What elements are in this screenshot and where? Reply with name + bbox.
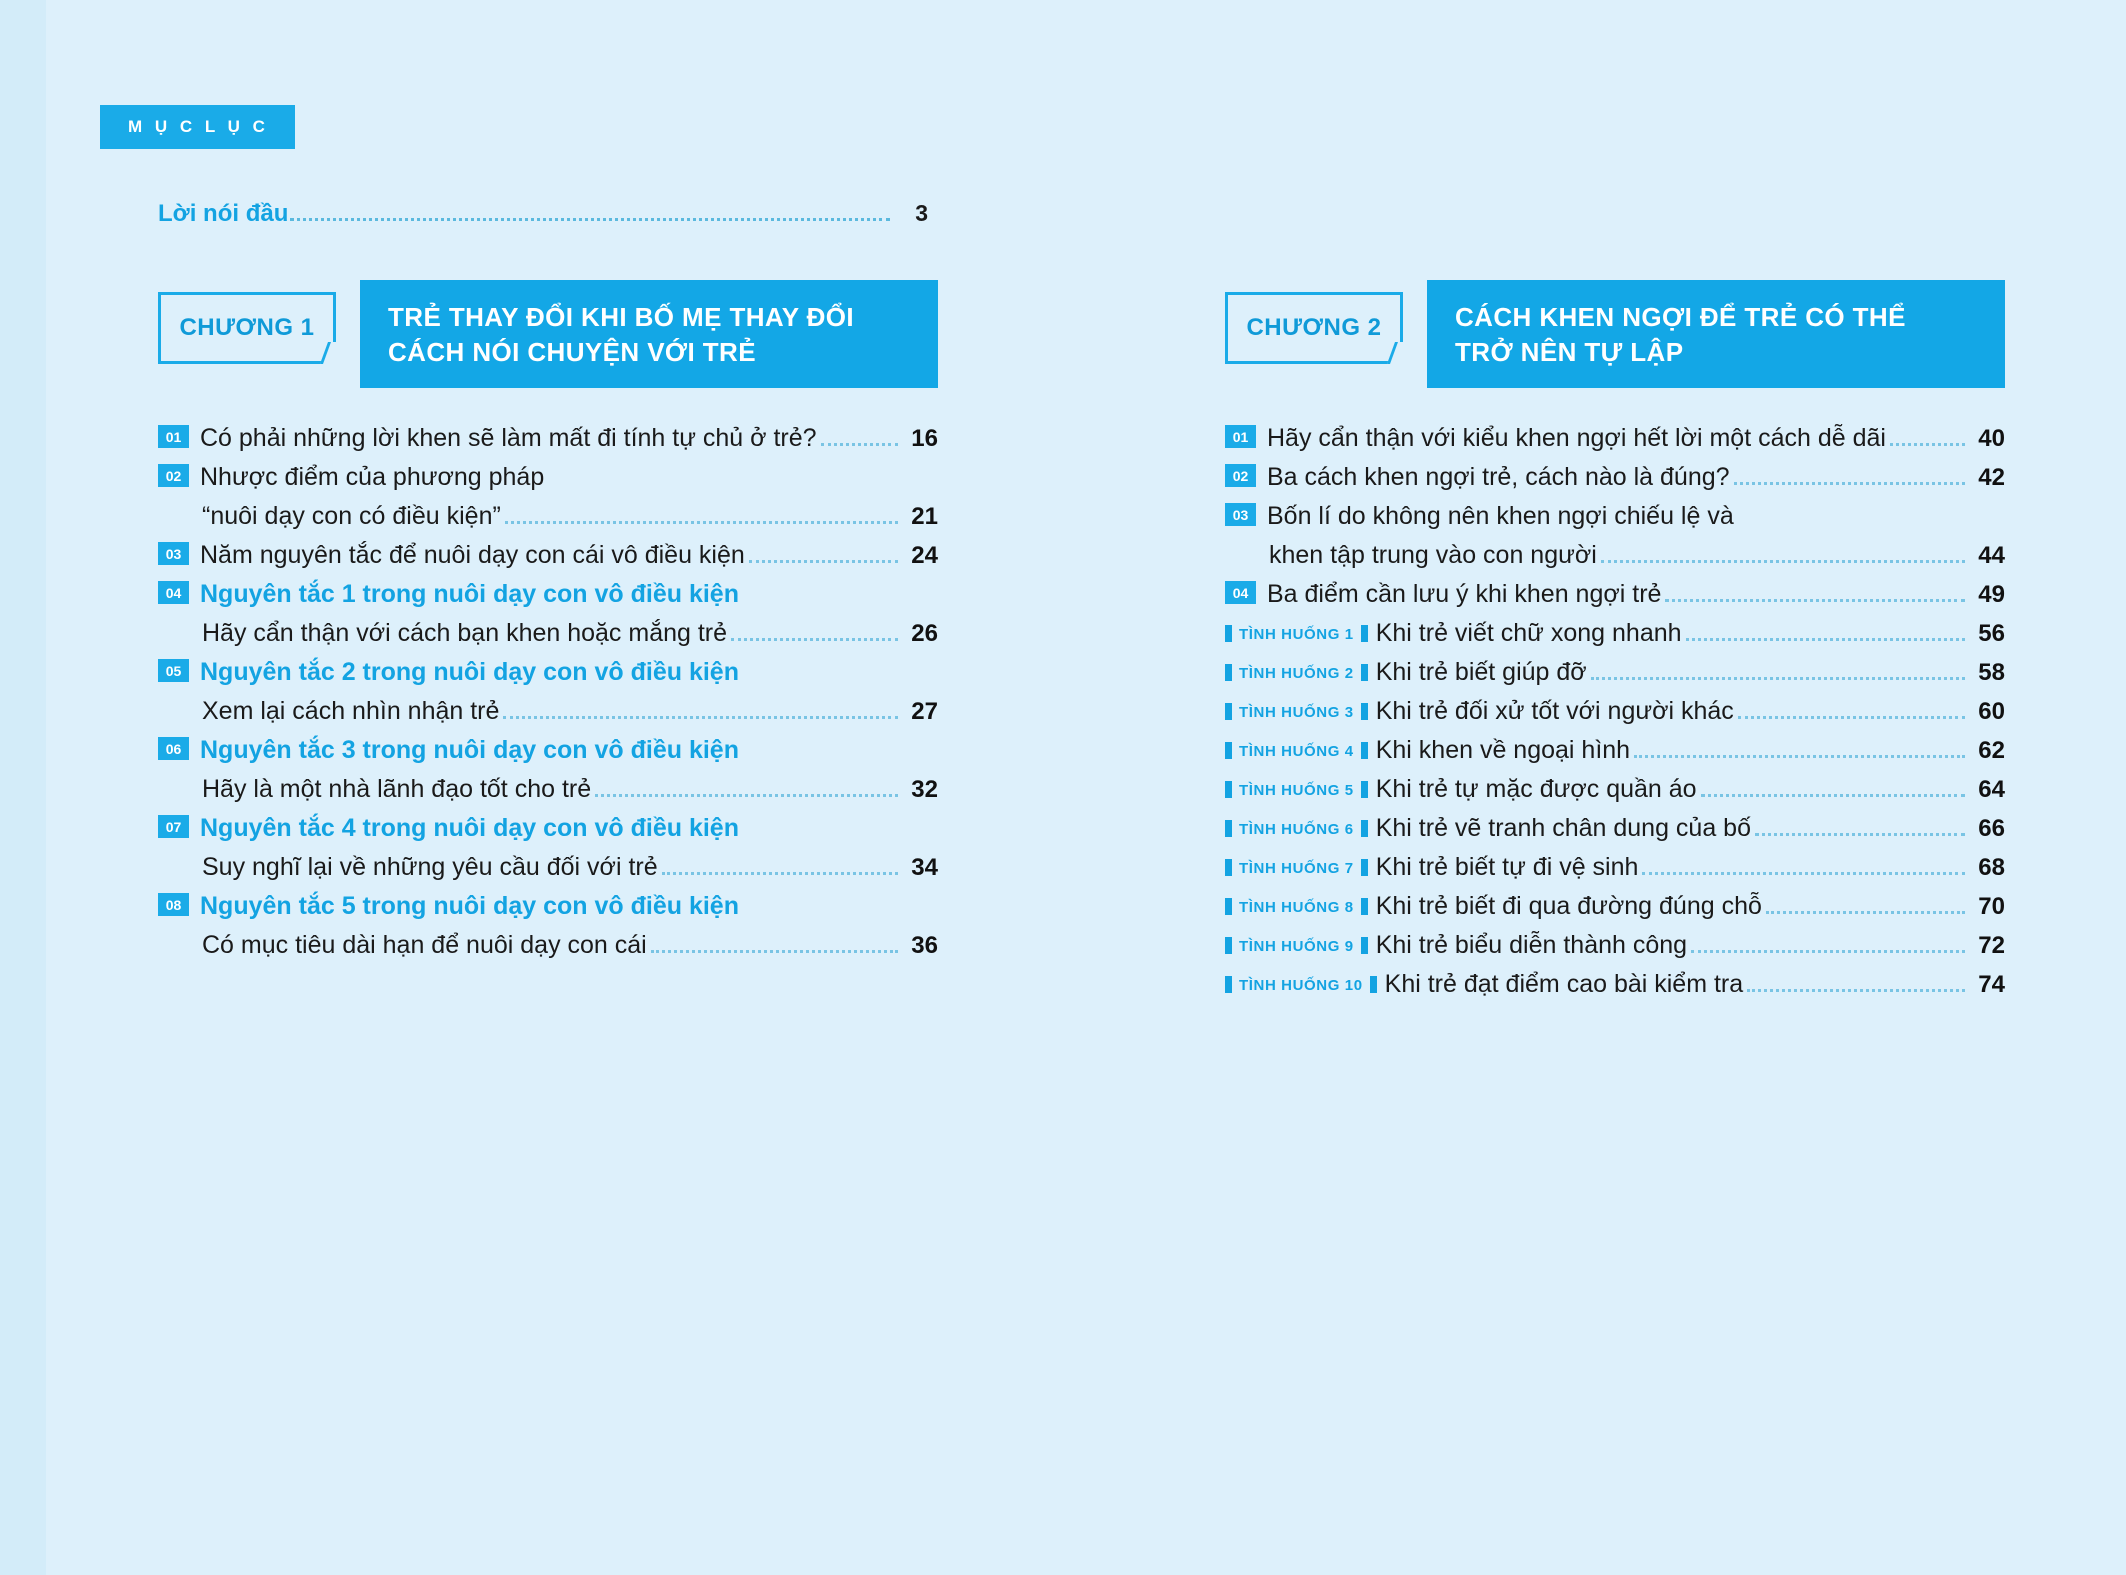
chapter-1-entries — [158, 424, 938, 960]
toc-entry-cont[interactable] — [158, 775, 938, 804]
entry-text: Khi trẻ biết tự đi vệ sinh — [1375, 853, 1639, 881]
chapter-2-column — [1225, 280, 2005, 1009]
entry-number: 07 — [158, 815, 189, 838]
situation-label: TÌNH HUỐNG 9 — [1239, 938, 1354, 955]
entry-page: 72 — [1978, 932, 2005, 959]
entry-number: 05 — [158, 659, 189, 682]
entry-text: Hãy là một nhà lãnh đạo tốt cho trẻ — [202, 775, 592, 803]
entry-number: 01 — [1225, 425, 1256, 448]
entry-page: 70 — [1978, 893, 2005, 920]
bar-icon — [1361, 664, 1368, 681]
entry-number: 04 — [1225, 581, 1256, 604]
situation-badge — [1225, 703, 1368, 721]
entry-number: 02 — [158, 464, 189, 487]
bar-icon — [1361, 703, 1368, 720]
situation-badge — [1225, 625, 1368, 643]
leader-dots — [1642, 871, 1965, 875]
situation-badge — [1225, 898, 1368, 916]
leader-dots — [731, 637, 898, 641]
chapter-1-tag: CHƯƠNG 1 — [158, 292, 336, 364]
toc-situation-entry[interactable] — [1225, 853, 2005, 882]
entry-page: 49 — [1978, 581, 2005, 608]
situation-label: TÌNH HUỐNG 2 — [1239, 665, 1354, 682]
entry-text: Xem lại cách nhìn nhận trẻ — [202, 697, 500, 725]
preface-label: Lời nói đầu — [158, 200, 289, 227]
bar-icon — [1361, 625, 1368, 642]
toc-entry[interactable] — [1225, 424, 2005, 453]
chapter-1-title — [360, 280, 938, 388]
entry-text: Nhược điểm của phương pháp — [200, 463, 545, 491]
situation-badge — [1225, 859, 1368, 877]
bar-icon — [1361, 859, 1368, 876]
situation-badge — [1225, 937, 1368, 955]
leader-dots — [1634, 754, 1965, 758]
toc-entry[interactable] — [158, 736, 938, 765]
toc-entry[interactable] — [1225, 463, 2005, 492]
entry-text: Khi khen về ngoại hình — [1375, 736, 1631, 764]
bar-icon — [1370, 976, 1377, 993]
entry-text: Năm nguyên tắc để nuôi dạy con cái vô điều kiện — [200, 541, 745, 569]
entry-page: 60 — [1978, 698, 2005, 725]
situation-label: TÌNH HUỐNG 3 — [1239, 704, 1354, 721]
situation-badge — [1225, 820, 1368, 838]
bar-icon — [1225, 859, 1232, 876]
toc-entry-cont[interactable] — [158, 697, 938, 726]
entry-text: Khi trẻ vẽ tranh chân dung của bố — [1375, 814, 1751, 842]
entry-text: Khi trẻ tự mặc được quần áo — [1375, 775, 1697, 803]
entry-page: 44 — [1978, 542, 2005, 569]
toc-entry[interactable] — [158, 580, 938, 609]
bar-icon — [1225, 664, 1232, 681]
leader-dots — [1601, 559, 1965, 563]
leader-dots — [1665, 598, 1965, 602]
chapter-1-title-line2: CÁCH NÓI CHUYỆN VỚI TRẺ — [388, 337, 756, 368]
toc-entry[interactable] — [158, 424, 938, 453]
entry-page: 56 — [1978, 620, 2005, 647]
situation-badge — [1225, 742, 1368, 760]
leader-dots — [290, 217, 890, 221]
toc-situation-entry[interactable] — [1225, 658, 2005, 687]
entry-page: 26 — [911, 620, 938, 647]
entry-text: Khi trẻ biết đi qua đường đúng chỗ — [1375, 892, 1762, 920]
bar-icon — [1225, 742, 1232, 759]
entry-text: Khi trẻ đạt điểm cao bài kiểm tra — [1384, 970, 1744, 998]
situation-badge — [1225, 781, 1368, 799]
entry-page: 40 — [1978, 425, 2005, 452]
toc-situation-entry[interactable] — [1225, 814, 2005, 843]
entry-page: 36 — [911, 932, 938, 959]
preface-entry[interactable] — [158, 200, 928, 228]
toc-entry-cont[interactable] — [158, 502, 938, 531]
leader-dots — [1766, 910, 1965, 914]
chapter-2-entries — [1225, 424, 2005, 999]
situation-badge — [1225, 664, 1368, 682]
entry-page: 62 — [1978, 737, 2005, 764]
toc-entry[interactable] — [158, 463, 938, 492]
situation-label: TÌNH HUỐNG 4 — [1239, 743, 1354, 760]
entry-number: 06 — [158, 737, 189, 760]
entry-text: Nguyên tắc 2 trong nuôi dạy con vô điều kiện — [200, 658, 739, 686]
entry-page: 16 — [911, 425, 938, 452]
bar-icon — [1225, 937, 1232, 954]
leader-dots — [1747, 988, 1965, 992]
entry-text: “nuôi dạy con có điều kiện” — [202, 502, 501, 530]
entry-page: 66 — [1978, 815, 2005, 842]
entry-page: 32 — [911, 776, 938, 803]
toc-entry[interactable] — [1225, 580, 2005, 609]
entry-page: 21 — [911, 503, 938, 530]
chapter-1-column — [158, 280, 938, 970]
toc-situation-entry[interactable] — [1225, 697, 2005, 726]
leader-dots — [503, 715, 898, 719]
leader-dots — [1734, 481, 1965, 485]
toc-entry-cont[interactable] — [158, 853, 938, 882]
leader-dots — [662, 871, 898, 875]
bar-icon — [1225, 625, 1232, 642]
toc-situation-entry[interactable] — [1225, 892, 2005, 921]
entry-text: Khi trẻ viết chữ xong nhanh — [1375, 619, 1682, 647]
entry-text: Có phải những lời khen sẽ làm mất đi tính tự chủ ở trẻ? — [200, 424, 817, 452]
page-title: M Ụ C L Ụ C — [100, 105, 295, 149]
leader-dots — [1686, 637, 1965, 641]
situation-label: TÌNH HUỐNG 5 — [1239, 782, 1354, 799]
situation-label: TÌNH HUỐNG 6 — [1239, 821, 1354, 838]
entry-number: 01 — [158, 425, 189, 448]
chapter-2-header — [1225, 280, 2005, 380]
bar-icon — [1225, 898, 1232, 915]
chapter-1-header — [158, 280, 938, 380]
toc-entry-cont[interactable] — [1225, 541, 2005, 570]
leader-dots — [651, 949, 898, 953]
chapter-2-title — [1427, 280, 2005, 388]
entry-page: 64 — [1978, 776, 2005, 803]
entry-text: Nguyên tắc 1 trong nuôi dạy con vô điều kiện — [200, 580, 739, 608]
bar-icon — [1361, 742, 1368, 759]
bar-icon — [1225, 976, 1232, 993]
toc-situation-entry[interactable] — [1225, 736, 2005, 765]
toc-situation-entry[interactable] — [1225, 775, 2005, 804]
entry-page: 24 — [911, 542, 938, 569]
bar-icon — [1225, 781, 1232, 798]
entry-number: 03 — [158, 542, 189, 565]
entry-text: Nguyên tắc 3 trong nuôi dạy con vô điều kiện — [200, 736, 739, 764]
chapter-2-title-line1: CÁCH KHEN NGỢI ĐỂ TRẺ CÓ THỂ — [1455, 302, 1906, 332]
entry-page: 27 — [911, 698, 938, 725]
entry-text: Nguyên tắc 5 trong nuôi dạy con vô điều kiện — [200, 892, 739, 920]
entry-text: Hãy cẩn thận với kiểu khen ngợi hết lời một cách dễ dãi — [1267, 424, 1886, 452]
entry-page: 74 — [1978, 971, 2005, 998]
entry-text: Ba điểm cần lưu ý khi khen ngợi trẻ — [1267, 580, 1662, 608]
toc-entry[interactable] — [158, 814, 938, 843]
toc-entry[interactable] — [158, 892, 938, 921]
toc-situation-entry[interactable] — [1225, 619, 2005, 648]
entry-text: Khi trẻ biết giúp đỡ — [1375, 658, 1587, 686]
bar-icon — [1361, 781, 1368, 798]
situation-label: TÌNH HUỐNG 7 — [1239, 860, 1354, 877]
entry-page: 58 — [1978, 659, 2005, 686]
bar-icon — [1361, 820, 1368, 837]
leader-dots — [1691, 949, 1965, 953]
page-left-strip — [0, 0, 46, 1575]
leader-dots — [1701, 793, 1965, 797]
entry-text: Ba cách khen ngợi trẻ, cách nào là đúng? — [1267, 463, 1730, 491]
entry-number: 04 — [158, 581, 189, 604]
chapter-2-tag: CHƯƠNG 2 — [1225, 292, 1403, 364]
situation-label: TÌNH HUỐNG 8 — [1239, 899, 1354, 916]
toc-entry[interactable] — [158, 658, 938, 687]
situation-label: TÌNH HUỐNG 10 — [1239, 977, 1363, 994]
bar-icon — [1225, 703, 1232, 720]
toc-entry-cont[interactable] — [158, 619, 938, 648]
toc-situation-entry[interactable] — [1225, 970, 2005, 999]
bar-icon — [1225, 820, 1232, 837]
toc-situation-entry[interactable] — [1225, 931, 2005, 960]
toc-entry[interactable] — [1225, 502, 2005, 531]
situation-badge — [1225, 976, 1377, 994]
entry-text: Suy nghĩ lại về những yêu cầu đối với trẻ — [202, 853, 658, 881]
leader-dots — [749, 559, 898, 563]
entry-number: 08 — [158, 893, 189, 916]
entry-number: 02 — [1225, 464, 1256, 487]
entry-text: Khi trẻ đối xử tốt với người khác — [1375, 697, 1734, 725]
bar-icon — [1361, 937, 1368, 954]
leader-dots — [1591, 676, 1965, 680]
chapter-1-title-line1: TRẺ THAY ĐỔI KHI BỐ MẸ THAY ĐỔI — [388, 302, 855, 332]
entry-number: 03 — [1225, 503, 1256, 526]
entry-text: khen tập trung vào con người — [1269, 541, 1597, 569]
leader-dots — [1890, 442, 1965, 446]
entry-page: 34 — [911, 854, 938, 881]
situation-label: TÌNH HUỐNG 1 — [1239, 626, 1354, 643]
entry-page: 68 — [1978, 854, 2005, 881]
preface-page: 3 — [915, 200, 928, 226]
entry-text: Bốn lí do không nên khen ngợi chiếu lệ và — [1267, 502, 1734, 530]
bar-icon — [1361, 898, 1368, 915]
entry-text: Hãy cẩn thận với cách bạn khen hoặc mắng trẻ — [202, 619, 728, 647]
toc-entry[interactable] — [158, 541, 938, 570]
entry-page: 42 — [1978, 464, 2005, 491]
chapter-2-title-line2: TRỞ NÊN TỰ LẬP — [1455, 337, 1684, 368]
leader-dots — [595, 793, 898, 797]
entry-text: Có mục tiêu dài hạn để nuôi dạy con cái — [202, 931, 647, 959]
toc-entry-cont[interactable] — [158, 931, 938, 960]
leader-dots — [821, 442, 898, 446]
leader-dots — [1755, 832, 1965, 836]
entry-text: Khi trẻ biểu diễn thành công — [1375, 931, 1688, 959]
entry-text: Nguyên tắc 4 trong nuôi dạy con vô điều kiện — [200, 814, 739, 842]
leader-dots — [505, 520, 898, 524]
leader-dots — [1738, 715, 1965, 719]
